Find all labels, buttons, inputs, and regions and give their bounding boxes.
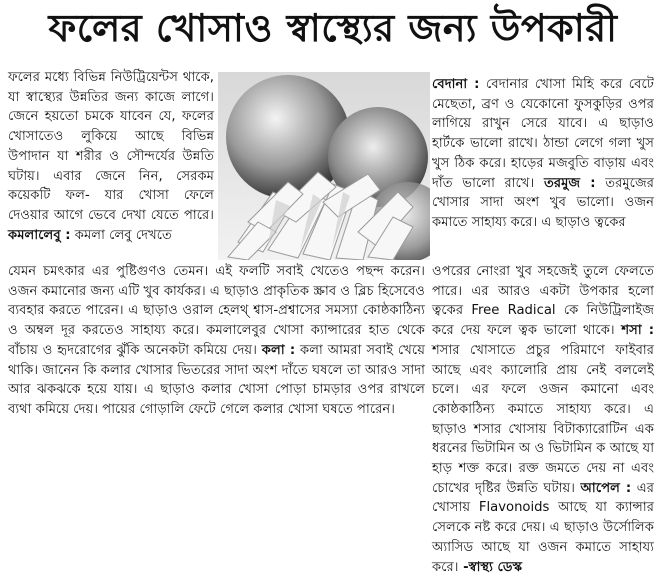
bedana-heading: বেদানা : bbox=[432, 77, 480, 92]
bedana-tormuj-column bbox=[432, 75, 654, 233]
bedana-text: বেদানার খোসা মিহি করে বেটে মেছেতা, ব্রণ ও যেকোনো ফুসকুড়ির ওপর লাগিয়ে রাখুন সেরে যাবে। এ ছাড়াও হার্টকে ভালো রাখে। ঠান্ডা লেগে গলা খুস খুস ঠিক করে। হাড়ের মজবুতি বাড়ায় এবং দাঁত ভালো রাখে। bbox=[432, 77, 654, 191]
kamala-heading: কমলালেবু : bbox=[8, 227, 71, 243]
kamala-text-start: কমলা লেবু দেখতে bbox=[70, 227, 172, 243]
tormuj-text-start: তরমুজের খোসার সাদা অংশ খুব ভালো। ওজন কমাতে সাহায্য করে। এ ছাড়াও ত্বকের bbox=[432, 175, 655, 230]
orange-peel-photo bbox=[218, 72, 430, 260]
apel-heading: আপেল : bbox=[580, 480, 632, 496]
tormuj-heading: তরমুজ : bbox=[543, 175, 596, 191]
byline: -স্বাস্থ্য ডেস্ক bbox=[458, 559, 523, 575]
kola-heading: কলা : bbox=[261, 342, 296, 358]
main-body bbox=[8, 262, 654, 577]
sosa-text: শসার খোসাতে প্রচুর পরিমাণে ফাইবার আছে এবং ক্যালোরি প্রায় নেই বললেই চলে। এর ফলে ওজন কমানো এবং কোষ্ঠকাঠিন্য কমাতে সাহায্য করে। এ ছাড়াও শসার খোসায় বিটাক্যারোটিন এক ধরনের ভিটামিন অ ও ভিটামিন ক আছে যা হাড় শক্ত করে। রক্ত জমতে দেয় না এবং চোখের দৃষ্টির উন্নতি ঘটায়। bbox=[432, 342, 655, 496]
orange-peel-illustration bbox=[218, 72, 430, 260]
tormuj-text: ওপরের নোংরা খুব সহজেই তুলে ফেলতে পারে। এর আরও একটা উপকার হলো ত্বকের Free Radical কে নিউট্রিলাইজ করে দেয় ফলে ত্বক ভালো থাকে। bbox=[432, 264, 654, 339]
kola-text: কলা আমরা সবাই খেয়ে থাকি। জানেন কি কলার খোসার ভিতরের সাদা অংশ দাঁতে ঘষলে তা আরও সাদা আর ঝকঝকে হয়ে যায়। এ ছাড়াও কলার খোসা পোড়া চামড়ার ওপর রাখলে ব্যথা কমিয়ে দেয়। পায়ের গোড়ালি ফেটে গেলে কলার খোসা ঘষতে পারেন। bbox=[8, 342, 425, 417]
article-headline: ফলের খোসাও স্বাস্থ্যের জন্য উপকারী bbox=[48, 6, 618, 50]
intro-text: ফলের মধ্যে বিভিন্ন নিউট্রিয়েন্টস থাকে, যা স্বাস্থ্যের উন্নতির জন্য কাজে লাগে। জেনে হয়তো চমকে যাবেন যে, ফলের খোসাতেও লুকিয়ে আছে বিভিন্ন উপাদান যা শরীর ও সৌন্দর্যের উন্নতি ঘটায়। এবার জেনে নিন, সেরকম কয়েকটি ফল- যার খোসা ফেলে দেওয়ার আগে ভেবে দেখা যেতে পারে। bbox=[8, 70, 214, 223]
sosa-heading: শসা : bbox=[621, 323, 654, 339]
kamala-text: যেমন চমৎকার এর পুষ্টিগুণও তেমন। এই ফলটি সবাই খেতেও পছন্দ করেন। ওজন কমানোর জন্য এটি খুব কার্যকর। এ ছাড়াও প্রাকৃতিক স্ক্রাব ও ব্লিচ হিসেবেও ব্যবহার করতে পারেন। এ ছাড়াও ওরাল হেলথ্‌ শ্বাস-প্রশ্বাসের সমস্যা কোষ্ঠকাঠিন্য ও অম্বল দূর করতেও সাহায্য করে। কমলালেবুর খোসা ক্যান্সারের হাত থেকে বাঁচায় ও হৃদরোগের ঝুঁকি অনেকটা কমিয়ে দেয়। bbox=[8, 264, 425, 358]
intro-paragraph bbox=[8, 68, 214, 245]
apel-text: এর খোসায় Flavonoids আছে যা ক্যান্সার সেলকে নষ্ট করে দেয়। এ ছাড়াও উর্সোলিক অ্যাসিড আছে যা ওজন কমাতে সাহায্য করে। bbox=[432, 480, 654, 575]
